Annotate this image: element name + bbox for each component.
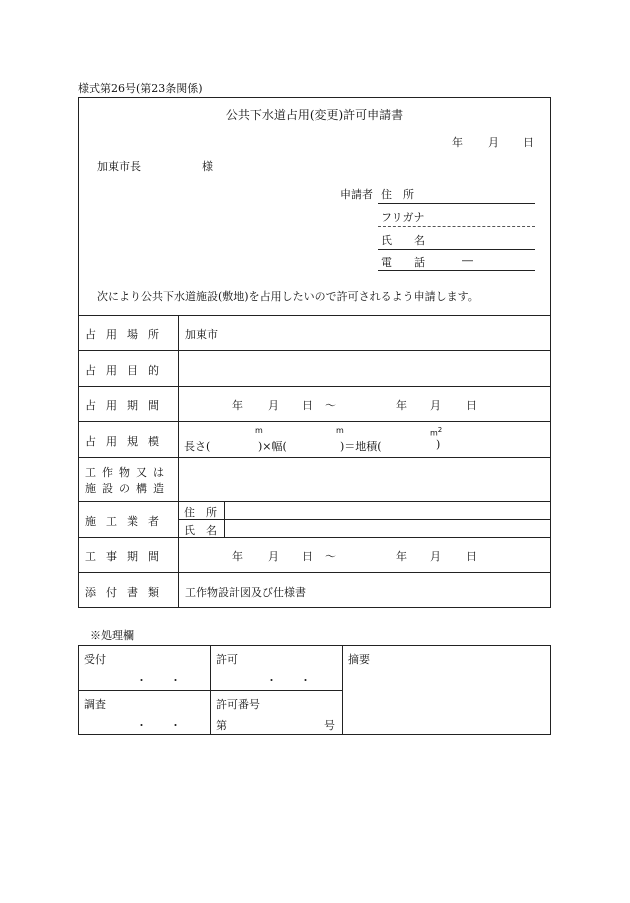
applicant-address-label: 住 所 xyxy=(381,188,414,201)
row-divider xyxy=(78,421,551,422)
row-divider xyxy=(78,501,551,502)
period-end-day: 日 xyxy=(466,399,477,412)
period-start-year: 年 xyxy=(232,399,243,412)
attachments-value: 工作物設計図及び仕様書 xyxy=(185,586,306,599)
construction-end-month: 月 xyxy=(430,550,441,563)
investigation-dot-1: ・ xyxy=(136,719,147,732)
investigation-label: 調査 xyxy=(84,698,106,711)
summary-label: 摘要 xyxy=(348,653,370,666)
contractor-address-input[interactable] xyxy=(228,503,548,517)
date-year-label: 年 xyxy=(452,136,463,149)
structure-label-line1: 工作物又は xyxy=(85,466,170,479)
permission-dot-2: ・ xyxy=(300,674,311,687)
permit-number-gou: 号 xyxy=(324,719,335,732)
application-statement: 次により公共下水道施設(敷地)を占用したいので許可されるよう申請します。 xyxy=(97,290,479,303)
period-label: 占用期間 xyxy=(85,399,169,412)
period-start-day: 日 xyxy=(302,399,313,412)
addressee-name: 加東市長 xyxy=(97,160,141,173)
form-title: 公共下水道占用(変更)許可申請書 xyxy=(225,108,404,122)
processing-divider xyxy=(342,645,343,735)
permission-dot-1: ・ xyxy=(266,674,277,687)
contractor-label: 施工業者 xyxy=(85,515,169,528)
scale-label: 占用規模 xyxy=(85,435,169,448)
permit-number-label: 許可番号 xyxy=(216,698,260,711)
structure-input[interactable] xyxy=(182,460,547,498)
investigation-dot-2: ・ xyxy=(170,719,181,732)
construction-start-year: 年 xyxy=(232,550,243,563)
permit-number-dai: 第 xyxy=(216,719,227,732)
attachments-label: 添付書類 xyxy=(85,586,169,599)
construction-tilde: 〜 xyxy=(325,550,336,563)
row-divider xyxy=(78,537,551,538)
applicant-name-line xyxy=(378,249,535,250)
length-open: 長さ( xyxy=(184,440,211,453)
label-column-divider xyxy=(178,315,179,608)
processing-heading: ※処理欄 xyxy=(90,629,134,642)
construction-end-day: 日 xyxy=(466,550,477,563)
form-number: 様式第26号(第23条関係) xyxy=(78,82,203,95)
location-value: 加東市 xyxy=(185,328,218,341)
width-unit: m xyxy=(336,426,344,435)
length-unit: m xyxy=(255,426,263,435)
received-label: 受付 xyxy=(84,653,106,666)
period-end-year: 年 xyxy=(396,399,407,412)
purpose-label: 占用目的 xyxy=(85,364,169,377)
construction-start-month: 月 xyxy=(268,550,279,563)
received-dot-2: ・ xyxy=(170,674,181,687)
construction-start-day: 日 xyxy=(302,550,313,563)
applicant-phone-label: 電 話 xyxy=(381,256,425,269)
row-divider xyxy=(78,350,551,351)
width-open: )×幅( xyxy=(258,440,287,453)
contractor-sub-divider xyxy=(178,519,551,520)
period-end-month: 月 xyxy=(430,399,441,412)
furigana-dashed-line xyxy=(378,226,535,227)
location-input[interactable] xyxy=(222,318,547,348)
period-start-month: 月 xyxy=(268,399,279,412)
date-month-label: 月 xyxy=(488,136,499,149)
applicant-label: 申請者 xyxy=(340,188,373,201)
period-tilde: 〜 xyxy=(325,399,336,412)
applicant-furigana-label: フリガナ xyxy=(381,211,425,224)
date-day-label: 日 xyxy=(523,136,534,149)
row-divider xyxy=(78,386,551,387)
applicant-name-label: 氏 名 xyxy=(381,234,425,247)
contractor-sub-column-divider xyxy=(224,501,225,537)
contractor-name-label: 氏 名 xyxy=(184,524,217,537)
area-unit: m2 xyxy=(430,426,443,438)
permission-label: 許可 xyxy=(216,653,238,666)
row-divider xyxy=(78,572,551,573)
contractor-address-label: 住 所 xyxy=(184,506,217,519)
construction-end-year: 年 xyxy=(396,550,407,563)
addressee-honorific: 様 xyxy=(202,160,213,173)
applicant-address-line xyxy=(378,203,535,204)
received-dot-1: ・ xyxy=(136,674,147,687)
structure-label-line2: 施設の構造 xyxy=(85,482,170,495)
purpose-input[interactable] xyxy=(182,353,547,383)
area-open: )＝地積( xyxy=(340,440,382,453)
construction-period-label: 工事期間 xyxy=(85,550,169,563)
location-label: 占用場所 xyxy=(85,328,169,341)
row-divider xyxy=(78,315,551,316)
row-divider xyxy=(78,457,551,458)
applicant-phone-dash: ― xyxy=(462,254,473,267)
area-close: ) xyxy=(436,438,441,451)
applicant-phone-line xyxy=(378,270,535,271)
contractor-name-input[interactable] xyxy=(228,521,548,535)
processing-row-divider xyxy=(78,690,342,691)
